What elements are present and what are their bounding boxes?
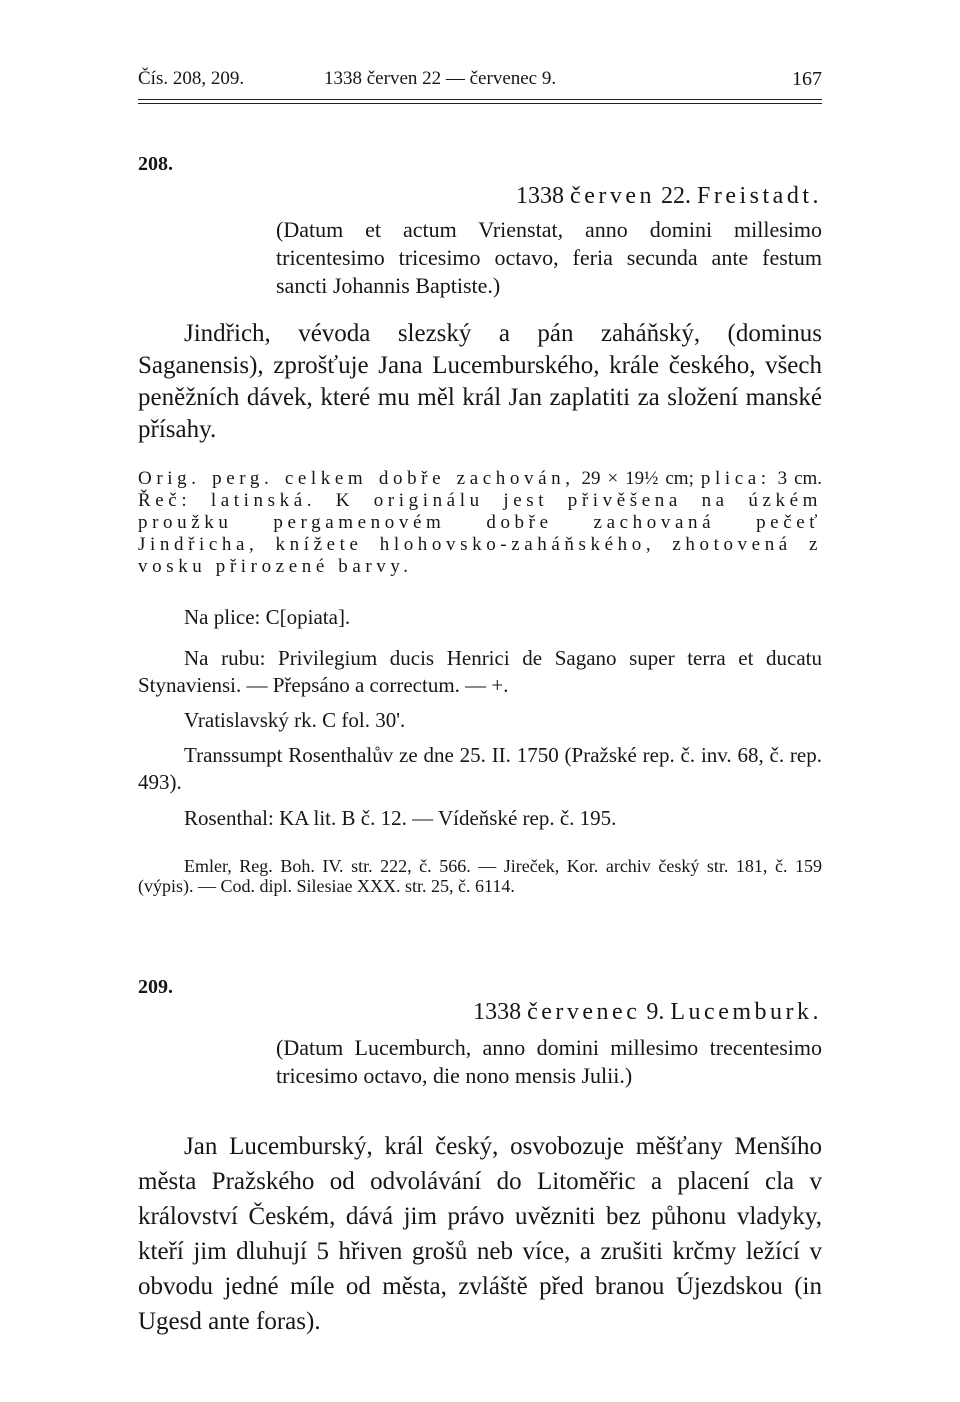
doc-208-orig: Orig. perg. celkem dobře zachován,: [138, 468, 575, 489]
doc-208-year: 1338: [516, 183, 565, 209]
doc-208-description: [138, 468, 822, 578]
doc-209-place: Lucemburk.: [670, 999, 822, 1025]
doc-208-place: Freistadt.: [697, 183, 822, 209]
doc-208-note-plica: Na plice: C[opiata].: [184, 605, 351, 629]
header-document-numbers: Čís. 208, 209.: [138, 68, 245, 89]
doc-209-year: 1338: [473, 999, 522, 1025]
doc-209-dateline: [473, 999, 822, 1026]
page-number: 167: [792, 68, 822, 90]
doc-209-datum-clause: (Datum Lucemburch, anno domini millesimo trecentesimo tricesimo octavo, die nono mensis Julii.): [276, 1035, 822, 1088]
doc-208-dimensions: 29 × 19½: [581, 468, 659, 489]
doc-208-note-vratislav: Vratislavský rk. C fol. 30'.: [184, 708, 406, 732]
doc-208-regest: Jindřich, vévoda slezský a pán zaháňský, (dominus Saganensis), zprošťuje Jana Lucemburského, krále českého, všech peněžních dávek, které mu měl král Jan zaplatiti za složení manské přísahy.: [138, 320, 822, 443]
doc-208-note-rosenthal: Rosenthal: KA lit. B č. 12. — Vídeňské rep. č. 195.: [184, 806, 617, 830]
doc-208-month: červen: [570, 183, 655, 209]
doc-208-literature: Emler, Reg. Boh. IV. str. 222, č. 566. — Jireček, Kor. archiv český str. 181, č. 159 (výpis). — Cod. dipl. Silesiae XXX. str. 25, č. 6114.: [138, 856, 822, 896]
doc-208-unit: cm;: [665, 468, 694, 489]
doc-208-dateline: [516, 183, 822, 210]
doc-208-note-transsumpt: Transsumpt Rosenthalův ze dne 25. II. 1750 (Pražské rep. č. inv. 68, č. rep. 493).: [138, 743, 822, 794]
header-rule: [138, 99, 822, 100]
header-date-range: 1338 červen 22 — červenec 9.: [324, 68, 557, 89]
doc-208-plica: plica:: [700, 468, 771, 489]
doc-209-number: 209.: [138, 976, 173, 998]
doc-208-number: 208.: [138, 153, 173, 175]
doc-208-day: 22.: [661, 183, 691, 209]
doc-208-seal: Řeč: latinská. K originálu jest přivěšena na úzkém proužku pergamenovém dobře zachovaná pečeť Jindřicha, knížete hlohovsko-zaháňského, zhotovená z vosku přirozené barvy.: [138, 490, 822, 577]
doc-209-day: 9.: [646, 999, 665, 1025]
running-header: [138, 68, 822, 102]
doc-208-note-rubu: Na rubu: Privilegium ducis Henrici de Sagano super terra et ducatu Stynaviensi. — Přepsáno a correctum. — +.: [138, 646, 822, 697]
doc-208-datum-clause: (Datum et actum Vrienstat, anno domini millesimo tricentesimo tricesimo octavo, feria secunda ante festum sancti Johannis Baptiste.): [276, 217, 822, 298]
doc-208-plica-size: 3 cm.: [777, 468, 823, 489]
doc-209-month: červenec: [527, 999, 641, 1025]
header-rule-double: [138, 103, 822, 104]
doc-209-regest: Jan Lucemburský, král český, osvobozuje měšťany Menšího města Pražského od odvolávání do Litoměřic a placení cla v království Českém, dává jim právo uvězniti bez půhonu vladyky, kteří jim dluhují 5 hřiven grošů neb více, a zrušiti krčmy ležící v obvodu jedné míle od města, zvláště před branou Újezdskou (in Ugesd ante foras).: [138, 1133, 822, 1335]
